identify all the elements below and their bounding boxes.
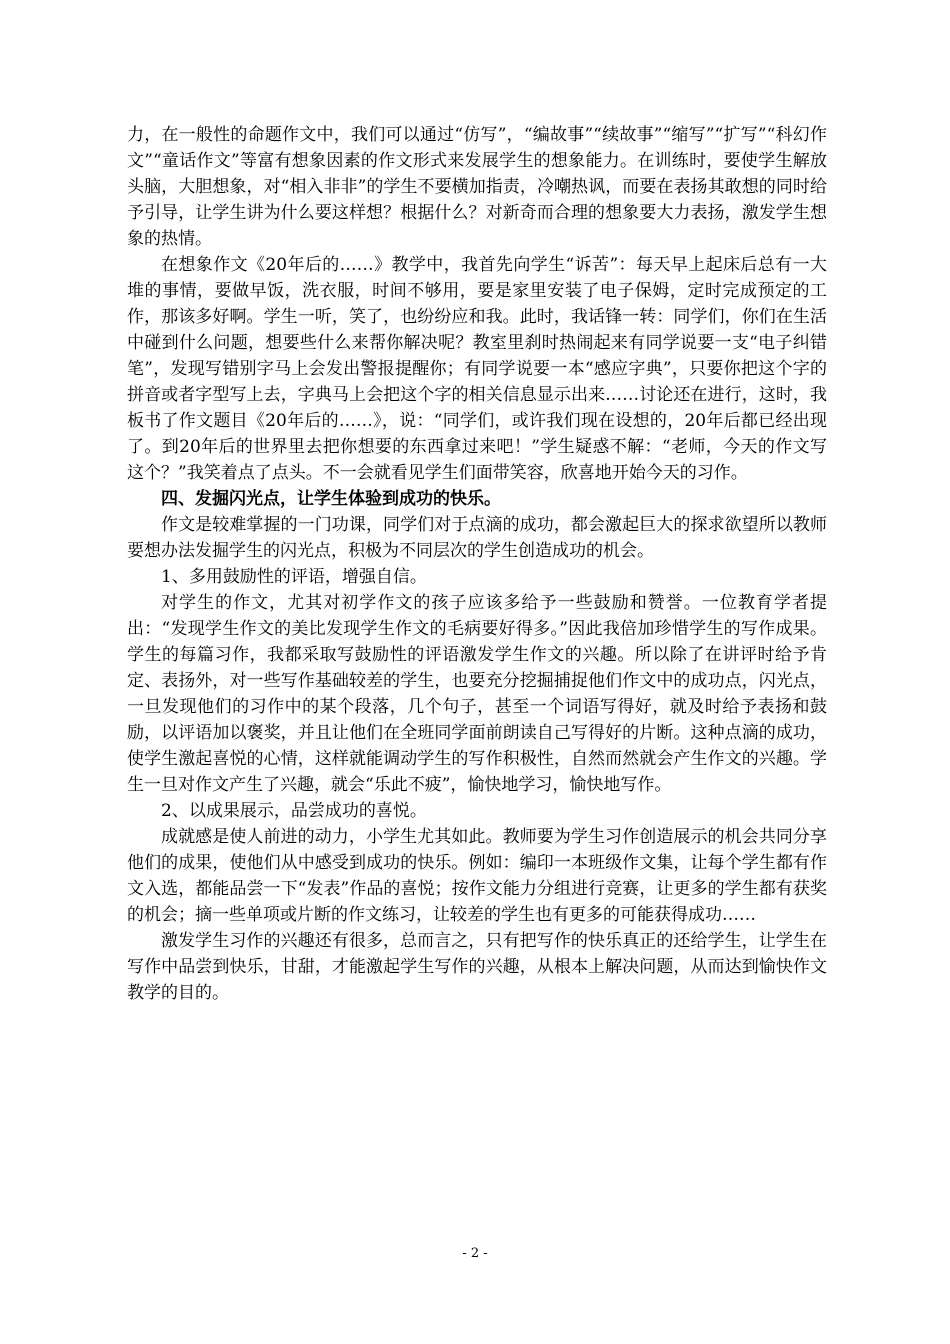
section-heading-4: 四、发掘闪光点，让学生体验到成功的快乐。	[161, 489, 501, 509]
paragraph-imagination-continuation: 力，在一般性的命题作文中，我们可以通过“仿写”，“编故事”“续故事”“缩写”“扩写”“科幻作文”“童话作文”等富有想象因素的作文形式来发展学生的想象能力。在训练时，要使学生解放头脑，大胆想象，对“相入非非”的学生不要横加指责，冷嘲热讽，而要在表扬其敢想的同时给予引导，让学生讲为什么要这样想？根据什么？对新奇而合理的想象要大力表扬，激发学生想象的热情。	[127, 125, 827, 249]
page-number: - 2 -	[462, 1246, 488, 1261]
paragraph-encouragement: 对学生的作文，尤其对初学作文的孩子应该多给予一些鼓励和赞誉。一位教育学者提出：“发现学生作文的美比发现学生作文的毛病要好得多。”因此我倍加珍惜学生的写作成果。学生的每篇习作，我都采取写鼓励性的评语激发学生作文的兴趣。所以除了在讲评时给予肯定、表扬外，对一些写作基础较差的学生，也要充分挖掘捕捉他们作文中的成功点，闪光点，一旦发现他们的习作中的某个段落，几个句子，甚至一个词语写得好，就及时给予表扬和鼓励，以评语加以褒奖，并且让他们在全班同学面前朗读自己写得好的片断。这种点滴的成功，使学生激起喜悦的心情，这样就能调动学生的写作积极性，自然而然就会产生作文的兴趣。学生一旦对作文产生了兴趣，就会“乐此不疲”，愉快地学习，愉快地写作。	[127, 593, 827, 795]
paragraph-example-lesson: 在想象作文《20年后的……》教学中，我首先向学生“诉苦”：每天早上起床后总有一大堆的事情，要做早饭，洗衣服，时间不够用，要是家里安装了电子保姆，定时完成预定的工作，那该多好啊。学生一听，笑了，也纷纷应和我。此时，我话锋一转：同学们，你们在生活中碰到什么问题，想要些什么来帮你解决呢？教室里刹时热闹起来有同学说要一支“电子纠错笔”，发现写错别字马上会发出警报提醒你；有同学说要一本“感应字典”，只要你把这个字的拼音或者字型写上去，字典马上会把这个字的相关信息显示出来……讨论还在进行，这时，我板书了作文题目《20年后的……》，说：“同学们，或许我们现在设想的，20年后都已经出现了。到20年后的世界里去把你想要的东西拿过来吧！”学生疑惑不解：“老师，今天的作文写这个？”我笑着点了点头。不一会就看见学生们面带笑容，欣喜地开始今天的习作。	[127, 255, 827, 483]
subheading-2: 2、以成果展示，品尝成功的喜悦。	[161, 801, 427, 821]
body-text	[127, 122, 827, 1006]
paragraph-showcase: 成就感是使人前进的动力，小学生尤其如此。教师要为学生习作创造展示的机会共同分享他们的成果，使他们从中感受到成功的快乐。例如：编印一本班级作文集，让每个学生都有作文入选，都能品尝一下“发表”作品的喜悦；按作文能力分组进行竞赛，让更多的学生都有获奖的机会；摘一些单项或片断的作文练习，让较差的学生也有更多的可能获得成功……	[127, 827, 827, 925]
subheading-1: 1、多用鼓励性的评语，增强自信。	[161, 567, 427, 587]
paragraph-conclusion: 激发学生习作的兴趣还有很多，总而言之，只有把写作的快乐真正的还给学生，让学生在写作中品尝到快乐，甘甜，才能激起学生写作的兴趣，从根本上解决问题，从而达到愉快作文教学的目的。	[127, 931, 827, 1003]
paragraph-section-intro: 作文是较难掌握的一门功课，同学们对于点滴的成功，都会激起巨大的探求欲望所以教师要想办法发掘学生的闪光点，积极为不同层次的学生创造成功的机会。	[127, 515, 827, 561]
